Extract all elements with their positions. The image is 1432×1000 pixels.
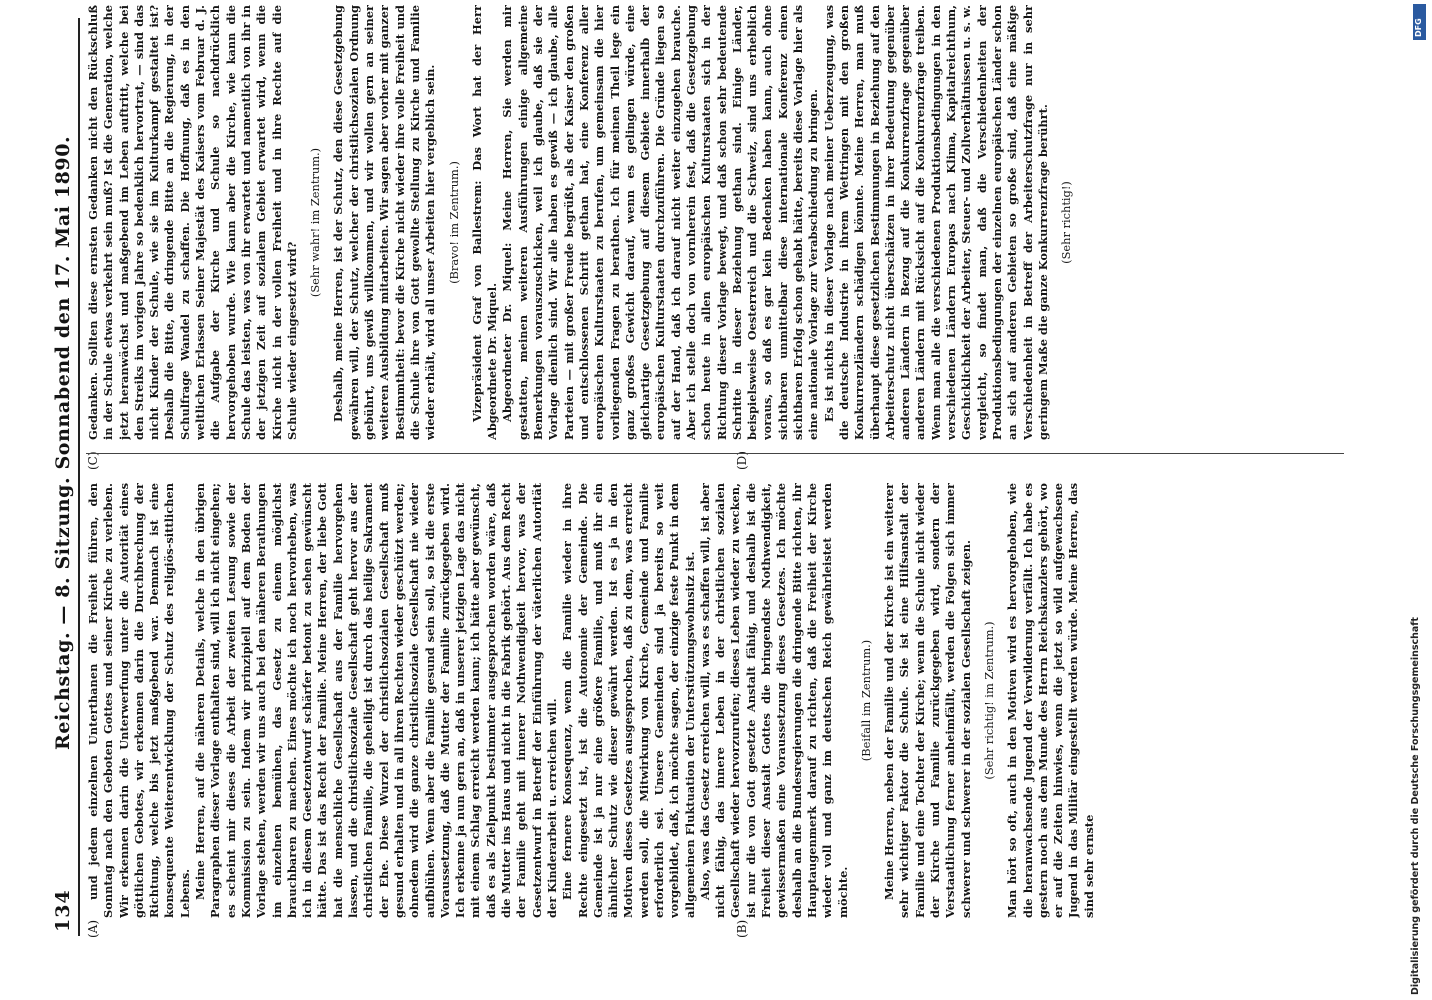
left-column bbox=[86, 483, 1346, 918]
marker-b: (B) bbox=[735, 919, 749, 938]
left-column-paragraph: Meine Herren, neben der Familie und der Kirche ist ein weiterer sehr wichtiger Faktor die Schule. Sie ist eine Hilfsanstalt der Familie und eine Tochter der Kirche; wenn die Schule nicht wieder der Kirche und Familie zurückgegeben wird, sondern der Verstaatlichung ferner anheimfällt, werden die Folgen sich immer schwerer und schwerer in der sozialen Gesellschaft zeigen. bbox=[882, 483, 973, 918]
left-column-paragraph: Also, was das Gesetz erreichen will, was es schaffen will, ist aber nicht fähig, das innere Leben in der christlichen sozialen Gesellschaft wieder hervorzurufen; dieses Leben wieder zu wecken, ist nur die von Gott gesetzte Anstalt fähig, und deshalb ist die Freiheit dieser Anstalt Gottes die bringendste Nothwendigkeit, gewissermaßen eine Voraussetzung dieses Gesetzes. Ich möchte deshalb an die Bundesregierungen die dringende Bitte richten, ihr Hauptaugenmerk darauf zu richten, daß die Freiheit der Kirche wieder voll und ganz im deutschen Reich gewährleistet werden möchte. bbox=[697, 483, 850, 918]
right-column-paragraph: Deshalb, meine Herren, ist der Schutz, den diese Gesetzgebung gewähren will, der Schutz, welcher der christlichsozialen Ordnung gebührt, uns gewiß willkommen, und wir wollen gern an seiner weiteren Ausbildung mitarbeiten. Wir sagen aber vorher mit ganzer Bestimmtheit: bevor die Kirche nicht wieder ihre volle Freiheit und die Schule ihre von Gott gewollte Stellung zu Kirche und Familie wieder erhält, wird all unser Arbeiten hier vergeblich sein. bbox=[331, 5, 438, 440]
marker-d: (D) bbox=[735, 451, 749, 470]
column-rule bbox=[86, 453, 1344, 454]
dfg-logo: DFG bbox=[1413, 4, 1426, 40]
marker-c: (C) bbox=[86, 451, 100, 470]
right-column-paragraph: (Bravo! im Zentrum.) bbox=[446, 161, 461, 284]
marker-a: (A) bbox=[86, 919, 100, 938]
right-column-paragraph: Gedanken. Sollten diese ernsten Gedanken nicht den Rückschluß in der Schule etwas verkehrt sein muß? Ist die Generation, welche jetzt heranwächst und maßgebend im Leben auftritt, welche bei den Streiks im vorigen Jahre so bedenklich hervortrat, — sind das nicht Kinder der Schule, wie sie im Kulturkampf gestaltet ist? Deshalb die Bitte, die dringende Bitte an die Regierung, in der Schulfrage Wandel zu schaffen. Die Hoffnung, daß es in den weltlichen Erlassen Seiner Majestät des Kaisers vom Februar d. J. die Aufgabe der Kirche und Schule so nachdrücklich hervorgehoben wurde. Wie kann aber die Kirche, wie kann die Schule das leisten, was von ihr erwartet und namentlich von ihr in der jetzigen Zeit auf sozialem Gebiet erwartet wird, wenn die Kirche nicht in der vollen Freiheit und in ihre Rechte auf die Schule wieder eingesetzt wird? bbox=[86, 5, 299, 440]
running-head: Reichstag. — 8. Sitzung. Sonnabend den 17. Mai 1890. bbox=[52, 135, 74, 750]
page-number: 134 bbox=[52, 889, 74, 932]
left-column-paragraph: (Sehr richtig! im Zentrum.) bbox=[981, 621, 996, 780]
page-header bbox=[0, 0, 74, 1000]
right-column-paragraph: Abgeordneter Dr. Miquel: Meine Herren, Sie werden mir gestatten, meinen weiteren Ausführungen einige allgemeine Bemerkungen vorauszuschicken, weil ich glaube, daß sie der Vorlage dienlich sind. Wir alle haben es gewiß — ich glaube, alle Parteien — mit großer Freude begrüßt, als der Kaiser den großen und entschlossenen Schritt gethan hat, eine Konferenz aller europäischen Kulturstaaten zu berufen, um gemeinsam die hier vorliegenden Fragen zu berathen. Ich für meinen Theil lege ein ganz großes Gewicht darauf, wenn es gelingen würde, eine gleichartige Gesetzgebung auf diesem Gebiete innerhalb der europäischen Kulturstaaten durchzuführen. Die Gründe liegen so auf der Hand, daß ich darauf nicht weiter einzugehen brauche. Aber ich stelle doch von vornherein fest, daß die Gesetzgebung schon heute in allen europäischen Kulturstaaten sich in der Richtung dieser Vorlage bewegt, und daß schon sehr bedeutende Schritte in dieser Beziehung gethan sind. Einige Länder, beispielsweise Oesterreich und die Schweiz, sind uns erheblich voraus, so daß es gar kein Bedenken haben kann, auch ohne sichtbaren unmittelbar diese internationale Konferenz einen sichtbaren Erfolg schon gehabt hätte, bereits diese Vorlage hier als eine nationale Vorlage zur Verabschiedung zu bringen. bbox=[500, 5, 821, 440]
right-column bbox=[86, 5, 1346, 440]
right-column-paragraph: (Sehr richtig!) bbox=[1059, 181, 1074, 264]
left-column-paragraph: Eine fernere Konsequenz, wenn die Familie wieder in ihre Rechte eingesetzt ist, ist die Autonomie der Gemeinde. Die Gemeinde ist ja nur eine größere Familie, und muß ihr ein ähnlicher Schutz wie dieser gewährt werden. Ist es ja in den Motiven dieses Gesetzes ausgesprochen, daß zu dem, was erreicht werden soll, die Mitwirkung von Kirche, Gemeinde und Familie erforderlich sei. Unsere Gemeinden sind ja bereits so weit vorgebildet, daß, ich möchte sagen, der einzige feste Punkt in dem allgemeinen Fluktuation der Unterstützungswohnsitz ist. bbox=[560, 483, 697, 918]
header-rule bbox=[78, 18, 80, 936]
right-column-paragraph: Vizepräsident Graf von Ballestrem: Das Wort hat der Herr Abgeordnete Dr. Miquel. bbox=[469, 5, 500, 440]
left-column-paragraph: Meine Herren, auf die näheren Details, welche in den übrigen Paragraphen dieser Vorlage enthalten sind, will ich nicht eingehen; es scheint mir dieses die Arbeit der zweiten Lesung sowie der Kommission zu sein. Indem wir prinzipiell auf dem Boden der Vorlage stehen, werden wir uns auch bei den näheren Berathungen im einzelnen bemühen, das Gesetz zu einem möglichst brauchbaren zu machen. Eines möchte ich noch hervorheben, was ich in diesem Gesetzentwurf schärfer betont zu sehen gewünscht hätte. Das ist das Recht der Familie. Meine Herren, der liebe Gott hat die menschliche Gesellschaft aus der Familie hervorgehen lassen, und die christlichsoziale Gesellschaft geht hervor aus der christlichen Familie, die geheiligt ist durch das heilige Sakrament der Ehe. Diese Wurzel der christlichsozialen Gesellschaft muß gesund erhalten und in all ihren Rechten wieder geschützt werden; ohnedem wird die ganze christlichsoziale Gesellschaft nie wieder aufblühen. Wenn aber die Familie gesund sein soll, so ist die erste Voraussetzung, daß die Mutter der Familie zurückgegeben wird. Ich erkenne ja nun gern an, daß in unserer jetzigen Lage das nicht mit einem Schlag erreicht werden kann; ich hätte aber gewünscht, daß es als Zielpunkt bestimmter ausgesprochen worden wäre, daß die Mutter ins Haus und nicht in die Fabrik gehört. Aus dem Recht der Familie geht mit innerer Nothwendigkeit hervor, was der Gesetzentwurf in Betreff der Einführung der väterlichen Autorität der Kinderarbeit u. erreichen will. bbox=[193, 483, 559, 918]
right-column-paragraph: Es ist nichts in dieser Vorlage nach meiner Ueberzeugung, was die deutsche Industrie in ihrem Wettringen mit den großen Konkurrenzländern schädigen könnte. Meine Herren, man muß überhaupt diese gesetzlichen Bestimmungen in Beziehung auf den Arbeiterschutz nicht überschätzen in ihrer Bedeutung gegenüber anderen Ländern in Bezug auf die Konkurrenzfrage gegenüber anderen Ländern mit Rücksicht auf die Konkurrenzfrage treiben. Wenn man alle die verschiedenen Produktionsbedingungen in den verschiedenen Ländern Europas nach Klima, Kapitalreichthum, Geschicklichkeit der Arbeiter, Steuer- und Zollverhältnissen u. s. w. vergleicht, so findet man, daß die Verschiedenheiten der Produktionsbedingungen der einzelnen europäischen Länder schon an sich auf anderen Gebieten so große sind, daß eine mäßige Verschiedenheit in Betreff der Arbeiterschutzfrage nur in sehr geringem Maße die ganze Konkurrenzfrage berührt. bbox=[821, 5, 1050, 440]
right-column-paragraph: (Sehr wahr! im Zentrum.) bbox=[308, 147, 323, 298]
left-column-paragraph: und jedem einzelnen Unterthanen die Freiheit führen, den Sonntag nach den Geboten Gottes und seiner Kirche zu verleben. Wir erkennen darin die Unterwerfung unter die Autorität eines göttlichen Gebotes, wir erkennen darin die Durchbrechung der Richtung, welche bis jetzt maßgebend war. Demnach ist eine konsequente Weiterentwicklung der Schutz des religiös-sittlichen Lebens. bbox=[86, 483, 192, 918]
digitization-note: Digitalisierung gefördert durch die Deutsche Forschungsgemeinschaft bbox=[1410, 617, 1421, 995]
left-column-paragraph: (Beifall im Zentrum.) bbox=[858, 639, 873, 762]
left-column-paragraph: Man hört so oft, auch in den Motiven wird es hervorgehoben, wie die heranwachsende Jugend der Verwilderung verfällt. Ich habe es gestern noch aus dem Munde des Herrn Reichskanzlers gehört, wo er auf die Zeiten hinwies, wenn die jetzt so wild aufgewachsene Jugend in das Militär eingestellt werden würde. Meine Herren, das sind sehr ernste bbox=[1005, 483, 1096, 918]
